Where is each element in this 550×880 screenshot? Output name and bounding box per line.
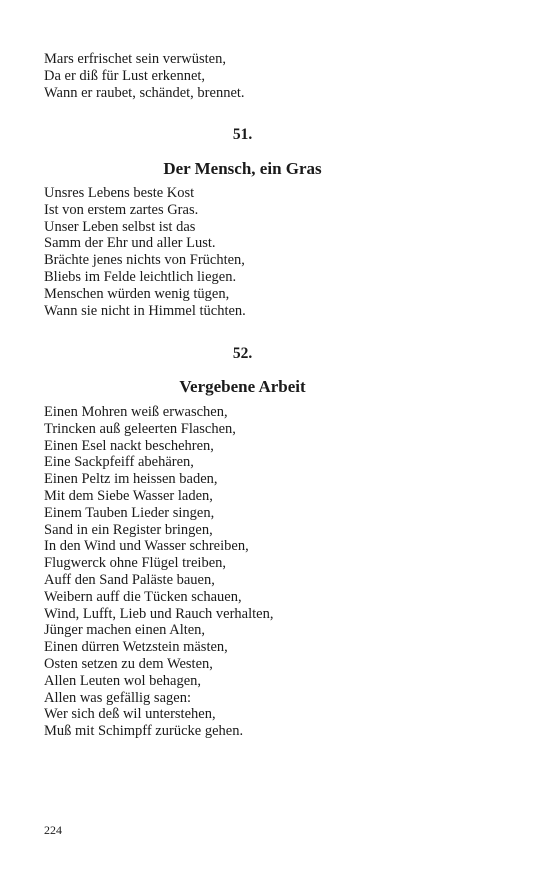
top-stanza <box>44 51 245 101</box>
poem-51-stanza <box>44 185 246 319</box>
verse-line: Osten setzen zu dem Westen, <box>44 655 213 672</box>
verse-line: Bliebs im Felde leichtlich liegen. <box>44 268 237 285</box>
verse-line: Flugwerck ohne Flügel treiben, <box>44 555 227 572</box>
verse-line: Trincken auß geleerten Flaschen, <box>44 420 236 437</box>
verse-line: Weibern auff die Tücken schauen, <box>44 588 242 605</box>
verse-line: Wann er raubet, schändet, brennet. <box>44 84 245 101</box>
verse-line: Auff den Sand Paläste bauen, <box>44 571 215 588</box>
page-number: 224 <box>44 823 62 837</box>
verse-line: Brächte jenes nichts von Früchten, <box>44 252 245 269</box>
verse-line: Ist von erstem zartes Gras. <box>44 201 199 218</box>
verse-line: Einen Esel nackt beschehren, <box>44 437 214 454</box>
verse-line: Mit dem Siebe Wasser laden, <box>44 487 213 504</box>
verse-line: Allen was gefällig sagen: <box>44 689 191 706</box>
verse-line: Samm der Ehr und aller Lust. <box>44 235 216 252</box>
verse-line: Unser Leben selbst ist das <box>44 218 196 235</box>
verse-line: Sand in ein Register bringen, <box>44 521 213 538</box>
verse-line: Allen Leuten wol behagen, <box>44 672 202 689</box>
verse-line: Unsres Lebens beste Kost <box>44 185 195 201</box>
poem-title: Vergebene Arbeit <box>179 377 306 396</box>
poem-title: Der Mensch, ein Gras <box>163 159 322 178</box>
verse-line: Wann sie nicht in Himmel tüchten. <box>44 302 246 319</box>
verse-line: Da er diß für Lust erkennet, <box>44 67 206 84</box>
verse-line: Muß mit Schimpff zurücke gehen. <box>44 723 244 740</box>
verse-line: Einen dürren Wetzstein mästen, <box>44 639 228 656</box>
verse-line: In den Wind und Wasser schreiben, <box>44 538 249 555</box>
verse-line: Wer sich deß wil unterstehen, <box>44 706 216 723</box>
verse-line: Einen Peltz im heissen baden, <box>44 471 218 488</box>
poem-52-stanza <box>44 404 273 740</box>
verse-line: Jünger machen einen Alten, <box>44 622 206 639</box>
verse-line: Wind, Lufft, Lieb und Rauch verhalten, <box>44 605 274 622</box>
verse-line: Mars erfrischet sein verwüsten, <box>44 51 226 67</box>
verse-line: Einen Mohren weiß erwaschen, <box>44 404 228 420</box>
poem-number: 52. <box>232 345 253 362</box>
poem-number: 51. <box>232 126 253 143</box>
verse-line: Einem Tauben Lieder singen, <box>44 504 215 521</box>
verse-line: Eine Sackpfeiff abehären, <box>44 454 194 471</box>
verse-line: Menschen würden wenig tügen, <box>44 285 230 302</box>
